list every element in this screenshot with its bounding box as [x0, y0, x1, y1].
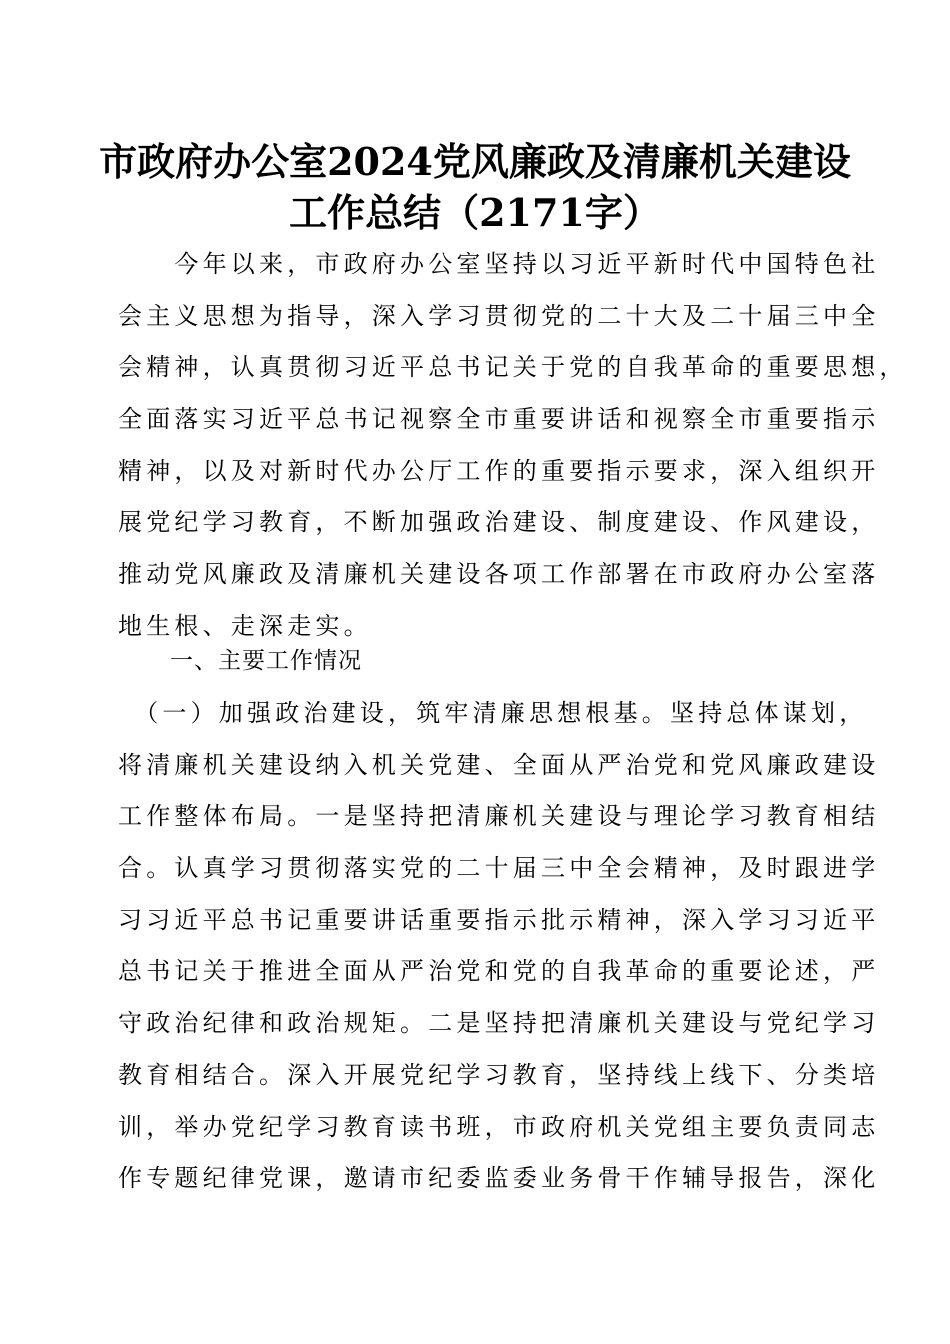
document-title-line-1: 市政府办公室2024党风廉政及清廉机关建设	[99, 139, 851, 184]
intro-paragraph	[118, 239, 908, 653]
paragraph-line: 精神，以及对新时代办公厅工作的重要指示要求，深入组织开	[118, 456, 880, 485]
section-heading: 一、主要工作情况	[170, 648, 362, 674]
paragraph-line: 守政治纪律和政治规矩。二是坚持把清廉机关建设与党纪学习	[118, 1009, 880, 1038]
paragraph-line: 推动党风廉政及清廉机关建设各项工作部署在市政府办公室落	[118, 560, 880, 589]
paragraph-line: 将清廉机关建设纳入机关党建、全面从严治党和党风廉政建设	[118, 750, 880, 779]
paragraph-line: 工作整体布局。一是坚持把清廉机关建设与理论学习教育相结	[118, 802, 880, 831]
paragraph-line: 会精神，认真贯彻习近平总书记关于党的自我革命的重要思想，	[118, 353, 908, 382]
paragraph-line: 作专题纪律党课，邀请市纪委监委业务骨干作辅导报告，深化	[118, 1164, 880, 1193]
paragraph-line: 训，举办党纪学习教育读书班，市政府机关党组主要负责同志	[118, 1112, 880, 1141]
paragraph-line: 今年以来，市政府办公室坚持以习近平新时代中国特色社	[118, 250, 880, 278]
paragraph-line: 习习近平总书记重要讲话重要指示批示精神，深入学习习近平	[118, 905, 880, 934]
paragraph-line: 全面落实习近平总书记视察全市重要讲话和视察全市重要指示	[118, 405, 880, 434]
paragraph-line: 教育相结合。深入开展党纪学习教育，坚持线上线下、分类培	[118, 1060, 880, 1089]
paragraph-line: （一）加强政治建设，筑牢清廉思想根基。坚持总体谋划，	[118, 699, 868, 727]
document-title-line-2: 工作总结（2171字）	[289, 190, 661, 235]
paragraph-line: 合。认真学习贯彻落实党的二十届三中全会精神，及时跟进学	[118, 854, 880, 883]
body-paragraph	[118, 688, 880, 1205]
paragraph-line: 总书记关于推进全面从严治党和党的自我革命的重要论述，严	[118, 957, 880, 986]
paragraph-line: 展党纪学习教育，不断加强政治建设、制度建设、作风建设，	[118, 508, 880, 537]
paragraph-line: 地生根、走深走实。	[118, 611, 372, 640]
paragraph-line: 会主义思想为指导，深入学习贯彻党的二十大及二十届三中全	[118, 301, 880, 330]
